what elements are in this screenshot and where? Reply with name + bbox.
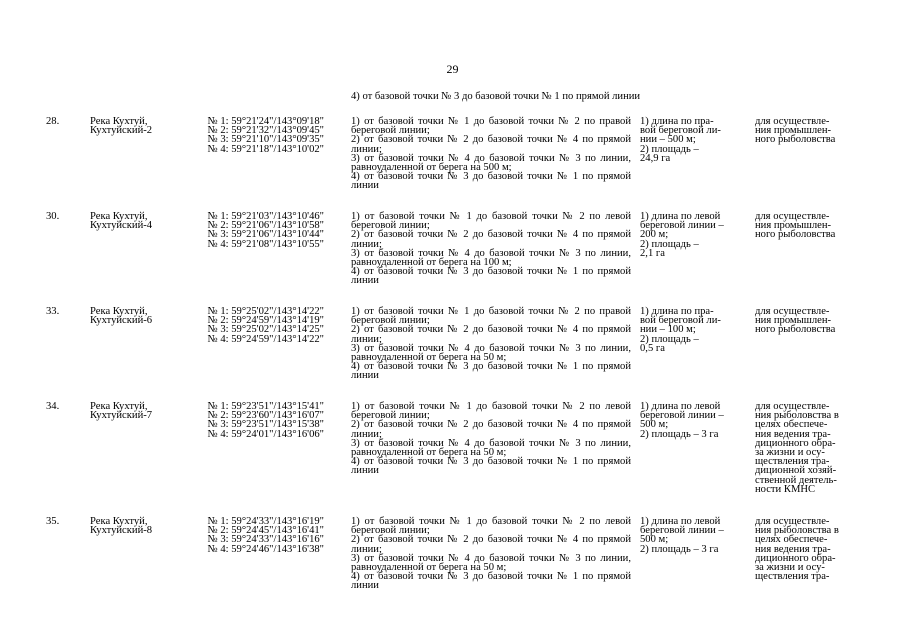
boundary-description-line: 4) от базовой точки № 3 до базовой точки № 1 по прямой линии — [351, 171, 631, 192]
boundary-description-line: 4) от базовой точки № 3 до базовой точки № 1 по прямой линии — [351, 266, 631, 287]
water-body-name-line: Кухтуйский-2 — [90, 125, 153, 137]
row-number-line: 30. — [46, 211, 60, 222]
boundary-description-line: 1) от базовой точки № 1 до базовой точки № 2 по левой береговой линии; — [351, 516, 631, 537]
area-parameters-cell — [640, 117, 742, 163]
continuation-text — [351, 91, 641, 102]
purpose-line: ного рыболовства — [755, 229, 836, 241]
boundary-description-cell — [351, 117, 631, 191]
base-points-coordinates-line: № 4: 59°24'01"/143°16'06" — [207, 428, 324, 440]
row-number-line: 35. — [46, 516, 60, 527]
purpose-cell — [755, 402, 858, 494]
area-parameters-line: 200 м; — [640, 229, 669, 241]
area-parameters-line: вой береговой ли- — [640, 125, 721, 137]
purpose-line: ществления тра- — [755, 456, 830, 468]
purpose-cell — [755, 517, 858, 581]
purpose-line: ности КМНС — [755, 483, 816, 495]
purpose-line: диционного обра- — [755, 437, 836, 449]
base-points-coordinates-line: № 1: 59°21'03"/143°10'46" — [207, 211, 324, 222]
purpose-line: ния рыболовства в — [755, 410, 839, 422]
area-parameters-line: 2) площадь – 3 га — [640, 428, 719, 440]
base-points-coordinates-line: № 2: 59°21'32"/143°09'45" — [207, 125, 324, 137]
boundary-description-line: 1) от базовой точки № 1 до базовой точки № 2 по левой береговой линии; — [351, 401, 631, 422]
purpose-line: ния промышлен- — [755, 315, 832, 327]
purpose-line: ного рыболовства — [755, 324, 836, 336]
purpose-cell — [755, 117, 858, 145]
area-parameters-line: нии – 100 м; — [640, 324, 696, 336]
boundary-description-line: 3) от базовой точки № 4 до базовой точки № 3 по линии, равноудаленной от берега на 100 м; — [351, 247, 631, 269]
boundary-description-line: 2) от базовой точки № 2 до базовой точки № 4 по прямой линии; — [351, 534, 631, 555]
area-parameters-cell — [640, 517, 742, 554]
row-number-cell — [46, 212, 82, 221]
boundary-description-line: 2) от базовой точки № 2 до базовой точки № 4 по прямой линии; — [351, 324, 631, 345]
base-points-coordinates-line: № 2: 59°24'45"/143°16'41" — [207, 525, 324, 537]
boundary-description-line: 4) от базовой точки № 3 до базовой точки № 1 по прямой линии — [351, 361, 631, 382]
base-points-coordinates-line: № 3: 59°23'51"/143°15'38" — [207, 419, 324, 431]
boundary-description-line: 1) от базовой точки № 1 до базовой точки № 2 по правой береговой линии; — [351, 116, 631, 137]
area-parameters-line: береговой линии – — [640, 525, 724, 537]
page-number: 29 — [446, 62, 459, 76]
boundary-description-line: 3) от базовой точки № 4 до базовой точки № 3 по линии, равноудаленной от берега на 50 м; — [351, 342, 631, 364]
area-parameters-cell — [640, 402, 742, 439]
area-parameters-line: вой береговой ли- — [640, 315, 721, 327]
area-parameters-line: береговой линии – — [640, 410, 724, 422]
purpose-line: диционной хозяй- — [755, 465, 837, 477]
purpose-line: ния промышлен- — [755, 125, 832, 137]
water-body-name-line: Река Кухтуй, — [90, 306, 148, 317]
area-parameters-line: 1) длина по пра- — [640, 116, 714, 127]
water-body-name-line: Кухтуйский-8 — [90, 525, 153, 537]
purpose-line: для осуществле- — [755, 306, 830, 317]
purpose-line: ния ведения тра- — [755, 428, 831, 440]
water-body-name-cell — [90, 307, 182, 325]
area-parameters-line: 1) длина по пра- — [640, 306, 714, 317]
boundary-description-line: 1) от базовой точки № 1 до базовой точки № 2 по левой береговой линии; — [351, 211, 631, 232]
purpose-line: целях обеспече- — [755, 534, 828, 546]
water-body-name-cell — [90, 402, 182, 420]
base-points-coordinates-line: № 4: 59°21'08"/143°10'55" — [207, 238, 324, 250]
area-parameters-line: 24,9 га — [640, 152, 671, 164]
boundary-description-line: 3) от базовой точки № 4 до базовой точки № 3 по линии, равноудаленной от берега на 50 м; — [351, 437, 631, 459]
water-body-name-line: Кухтуйский-7 — [90, 410, 153, 422]
base-points-coordinates-line: № 3: 59°21'06"/143°10'44" — [207, 229, 324, 241]
water-body-name-line: Река Кухтуй, — [90, 211, 148, 222]
water-body-name-line: Река Кухтуй, — [90, 116, 148, 127]
water-body-name-line: Река Кухтуй, — [90, 401, 148, 412]
continuation-line: 4) от базовой точки № 3 до базовой точки № 1 по прямой линии — [351, 91, 641, 102]
base-points-coordinates-cell — [184, 402, 324, 439]
base-points-coordinates-line: № 1: 59°25'02"/143°14'22" — [207, 306, 324, 317]
purpose-line: ния рыболовства в — [755, 525, 839, 537]
boundary-description-line: 2) от базовой точки № 2 до базовой точки № 4 по прямой линии; — [351, 134, 631, 155]
area-parameters-line: 2) площадь – — [640, 238, 699, 250]
area-parameters-line: нии – 500 м; — [640, 134, 696, 146]
purpose-line: за жизни и осу- — [755, 562, 825, 574]
area-parameters-line: 500 м; — [640, 419, 669, 431]
purpose-line: ния ведения тра- — [755, 543, 831, 555]
base-points-coordinates-line: № 3: 59°24'33"/143°16'16" — [207, 534, 324, 546]
area-parameters-line: 500 м; — [640, 534, 669, 546]
row-number-cell — [46, 117, 82, 126]
area-parameters-line: береговой линии – — [640, 220, 724, 232]
row-number-line: 33. — [46, 306, 60, 317]
base-points-coordinates-line: № 4: 59°21'18"/143°10'02" — [207, 143, 324, 155]
water-body-name-line: Кухтуйский-4 — [90, 220, 153, 232]
base-points-coordinates-cell — [184, 117, 324, 154]
row-number-cell — [46, 517, 82, 526]
purpose-line: ного рыболовства — [755, 134, 836, 146]
area-parameters-line: 1) длина по левой — [640, 516, 721, 527]
area-parameters-line: 2) площадь – — [640, 143, 699, 155]
base-points-coordinates-cell — [184, 307, 324, 344]
area-parameters-line: 1) длина по левой — [640, 211, 721, 222]
purpose-line: за жизни и осу- — [755, 447, 825, 459]
base-points-coordinates-line: № 4: 59°24'46"/143°16'38" — [207, 543, 324, 555]
water-body-name-line: Кухтуйский-6 — [90, 315, 153, 327]
boundary-description-cell — [351, 402, 631, 476]
purpose-line: для осуществле- — [755, 211, 830, 222]
boundary-description-cell — [351, 307, 631, 381]
base-points-coordinates-cell — [184, 517, 324, 554]
base-points-coordinates-cell — [184, 212, 324, 249]
row-number-line: 28. — [46, 116, 60, 127]
boundary-description-line: 3) от базовой точки № 4 до базовой точки № 3 по линии, равноудаленной от берега на 50 м; — [351, 552, 631, 574]
base-points-coordinates-line: № 3: 59°25'02"/143°14'25" — [207, 324, 324, 336]
boundary-description-line: 2) от базовой точки № 2 до базовой точки № 4 по прямой линии; — [351, 229, 631, 250]
boundary-description-cell — [351, 212, 631, 286]
boundary-description-line: 2) от базовой точки № 2 до базовой точки № 4 по прямой линии; — [351, 419, 631, 440]
row-number-cell — [46, 402, 82, 411]
purpose-cell — [755, 307, 858, 335]
purpose-line: ществления тра- — [755, 571, 830, 583]
area-parameters-line: 0,5 га — [640, 342, 665, 354]
area-parameters-cell — [640, 212, 742, 258]
purpose-cell — [755, 212, 858, 240]
area-parameters-cell — [640, 307, 742, 353]
row-number-line: 34. — [46, 401, 60, 412]
area-parameters-line: 2) площадь – 3 га — [640, 543, 719, 555]
area-parameters-line: 2) площадь – — [640, 333, 699, 345]
purpose-line: ния промышлен- — [755, 220, 832, 232]
purpose-line: ственной деятель- — [755, 474, 837, 486]
boundary-description-line: 1) от базовой точки № 1 до базовой точки № 2 по правой береговой линии; — [351, 306, 631, 327]
purpose-line: для осуществле- — [755, 116, 830, 127]
area-parameters-line: 2,1 га — [640, 247, 665, 259]
water-body-name-cell — [90, 212, 182, 230]
boundary-description-line: 4) от базовой точки № 3 до базовой точки № 1 по прямой линии — [351, 456, 631, 477]
base-points-coordinates-line: № 2: 59°21'06"/143°10'58" — [207, 220, 324, 232]
water-body-name-cell — [90, 517, 182, 535]
boundary-description-cell — [351, 517, 631, 591]
purpose-line: для осуществле- — [755, 401, 830, 412]
base-points-coordinates-line: № 1: 59°21'24"/143°09'18" — [207, 116, 324, 127]
base-points-coordinates-line: № 3: 59°21'10"/143°09'35" — [207, 134, 324, 146]
purpose-line: целях обеспече- — [755, 419, 828, 431]
base-points-coordinates-line: № 4: 59°24'59"/143°14'22" — [207, 333, 324, 345]
base-points-coordinates-line: № 2: 59°24'59"/143°14'19" — [207, 315, 324, 327]
boundary-description-line: 3) от базовой точки № 4 до базовой точки № 3 по линии, равноудаленной от берега на 500 м; — [351, 152, 631, 174]
water-body-name-line: Река Кухтуй, — [90, 516, 148, 527]
area-parameters-line: 1) длина по левой — [640, 401, 721, 412]
row-number-cell — [46, 307, 82, 316]
base-points-coordinates-line: № 1: 59°24'33"/143°16'19" — [207, 516, 324, 527]
base-points-coordinates-line: № 1: 59°23'51"/143°15'41" — [207, 401, 324, 412]
purpose-line: для осуществле- — [755, 516, 830, 527]
purpose-line: диционного обра- — [755, 552, 836, 564]
base-points-coordinates-line: № 2: 59°23'60"/143°16'07" — [207, 410, 324, 422]
water-body-name-cell — [90, 117, 182, 135]
boundary-description-line: 4) от базовой точки № 3 до базовой точки № 1 по прямой линии — [351, 571, 631, 592]
